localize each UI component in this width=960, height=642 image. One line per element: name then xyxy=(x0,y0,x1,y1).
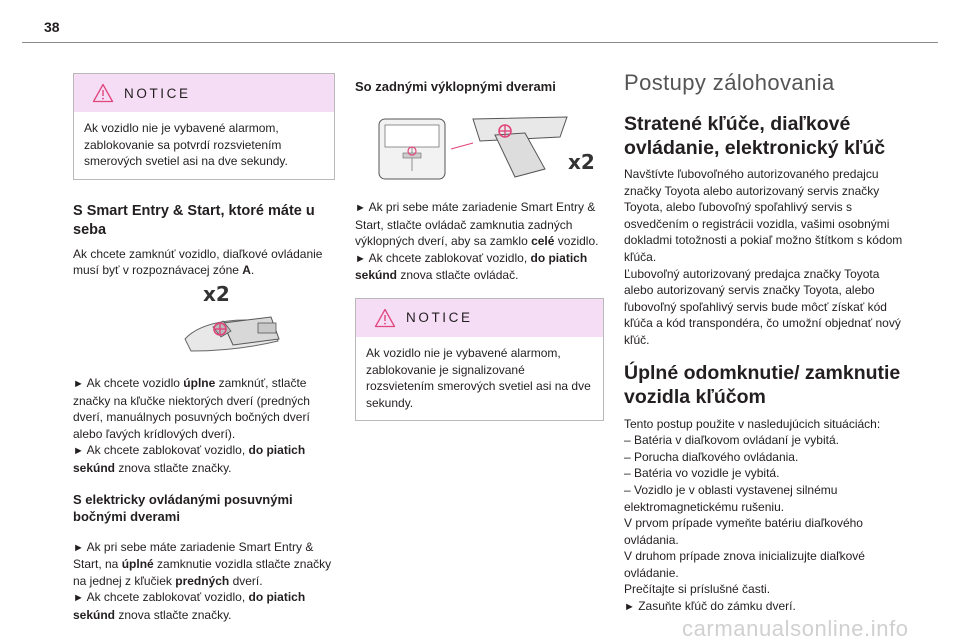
list-item: – Porucha diaľkového ovládania. xyxy=(624,449,799,464)
column-left xyxy=(73,64,335,624)
notice-header xyxy=(356,299,603,337)
tailgate-illustration xyxy=(355,109,604,185)
section-heading: Úplné odomknutie/ zamknutie vozidla kľúčom xyxy=(624,361,901,408)
notice-box xyxy=(73,73,335,180)
list-item: – Batéria v diaľkovom ovládaní je vybitá. xyxy=(624,433,839,448)
instruction: ► Ak pri sebe máte zariadenie Smart Entry & Start, na úplné zamknutie vozidla stlačte značky na jednej z kľučiek predných dverí. xyxy=(73,539,332,588)
x2-label: x2 xyxy=(203,281,230,306)
paragraph: Tento postup použite v nasledujúcich situáciách: xyxy=(624,416,881,431)
arrow-icon: ► xyxy=(73,592,84,605)
notice-header xyxy=(74,74,334,112)
notice-text: Ak vozidlo nie je vybavené alarmom, zablokovanie sa potvrdí rozsvietením smerových svetiel asi na dve sekundy. xyxy=(84,121,288,169)
paragraph: Navštívte ľubovoľného autorizovaného predajcu značky Toyota alebo autorizovaný servis značky Toyota, alebo ľubovoľný spoľahlivý servis s osvedčením o registrácii vozidla, vašimi osobnými dokladmi totožnosti a pokiaľ možno štítkom s kódom kľúča. xyxy=(624,167,903,264)
column-middle xyxy=(355,64,604,421)
notice-title: NOTICE xyxy=(124,85,191,101)
instruction: ► Ak chcete zablokovať vozidlo, do piatich sekúnd znova stlačte ovládač. xyxy=(355,250,588,283)
warning-icon xyxy=(92,83,114,103)
column-right xyxy=(624,64,907,616)
instruction: ► Ak chcete zablokovať vozidlo, do piatich sekúnd znova stlačte značky. xyxy=(73,443,306,475)
instruction: ► Ak chcete vozidlo úplne zamknúť, stlačte značky na kľučke niektorých dverí (predných dverí, manuálnych posuvných bočných dverí alebo ľavých krídlových dverí). xyxy=(73,375,310,441)
x2-label: x2 xyxy=(568,150,595,174)
arrow-icon: ► xyxy=(355,202,366,214)
watermark: carmanualsonline.info xyxy=(682,616,909,641)
notice-title: NOTICE xyxy=(406,310,473,326)
list-item: – Vozidlo je v oblasti vystavenej silnému elektromagnetickému rušeniu. xyxy=(624,482,838,514)
instruction: ► Zasuňte kľúč do zámku dverí. xyxy=(624,599,796,614)
paragraph: Prečítajte si príslušné časti. xyxy=(624,582,771,597)
section-heading: So zadnými výklopnými dverami xyxy=(355,79,556,94)
paragraph: V druhom prípade znova inicializujte diaľkové ovládanie. xyxy=(624,549,865,580)
section-heading: S Smart Entry & Start, ktoré máte u seba xyxy=(73,202,315,238)
arrow-icon: ► xyxy=(355,252,366,265)
paragraph: V prvom prípade vymeňte batériu diaľkového ovládania. xyxy=(624,516,863,547)
paragraph: Ak chcete zamknúť vozidlo, diaľkové ovládanie musí byť v rozpoznávacej zóne A. xyxy=(73,246,323,278)
paragraph: Ľubovoľný autorizovaný predajca značky Toyota alebo autorizovaný servis značky Toyota, alebo ľubovoľný spoľahlivý servis bude môcť získať kód kľúča a kód transpondéra, čo umožní objednať nový kľúč. xyxy=(624,266,901,347)
notice-text: Ak vozidlo nie je vybavené alarmom, zablokovanie je signalizované rozsvietením smerových svetiel asi na dve sekundy. xyxy=(366,345,591,410)
section-heading: Stratené kľúče, diaľkové ovládanie, elektronický kľúč xyxy=(624,113,886,159)
page-title: Postupy zálohovania xyxy=(624,70,835,95)
list-item: – Batéria vo vozidle je vybitá. xyxy=(624,466,780,481)
arrow-icon: ► xyxy=(624,601,635,614)
arrow-icon: ► xyxy=(73,445,84,458)
arrow-icon: ► xyxy=(73,541,84,554)
section-heading: S elektricky ovládanými posuvnými bočnými dverami xyxy=(73,491,293,524)
header-divider xyxy=(22,42,938,43)
arrow-icon: ► xyxy=(73,377,84,390)
door-handle-illustration xyxy=(73,279,335,369)
notice-box xyxy=(355,298,604,421)
instruction: ► Ak chcete zablokovať vozidlo, do piatich sekúnd znova stlačte značky. xyxy=(73,590,306,622)
warning-icon xyxy=(374,308,396,328)
page-number: 38 xyxy=(44,19,60,35)
instruction: ► Ak pri sebe máte zariadenie Smart Entry & Start, stlačte ovládač zamknutia zadných výklopných dverí, aby sa zamklo celé vozidlo. xyxy=(355,200,599,249)
